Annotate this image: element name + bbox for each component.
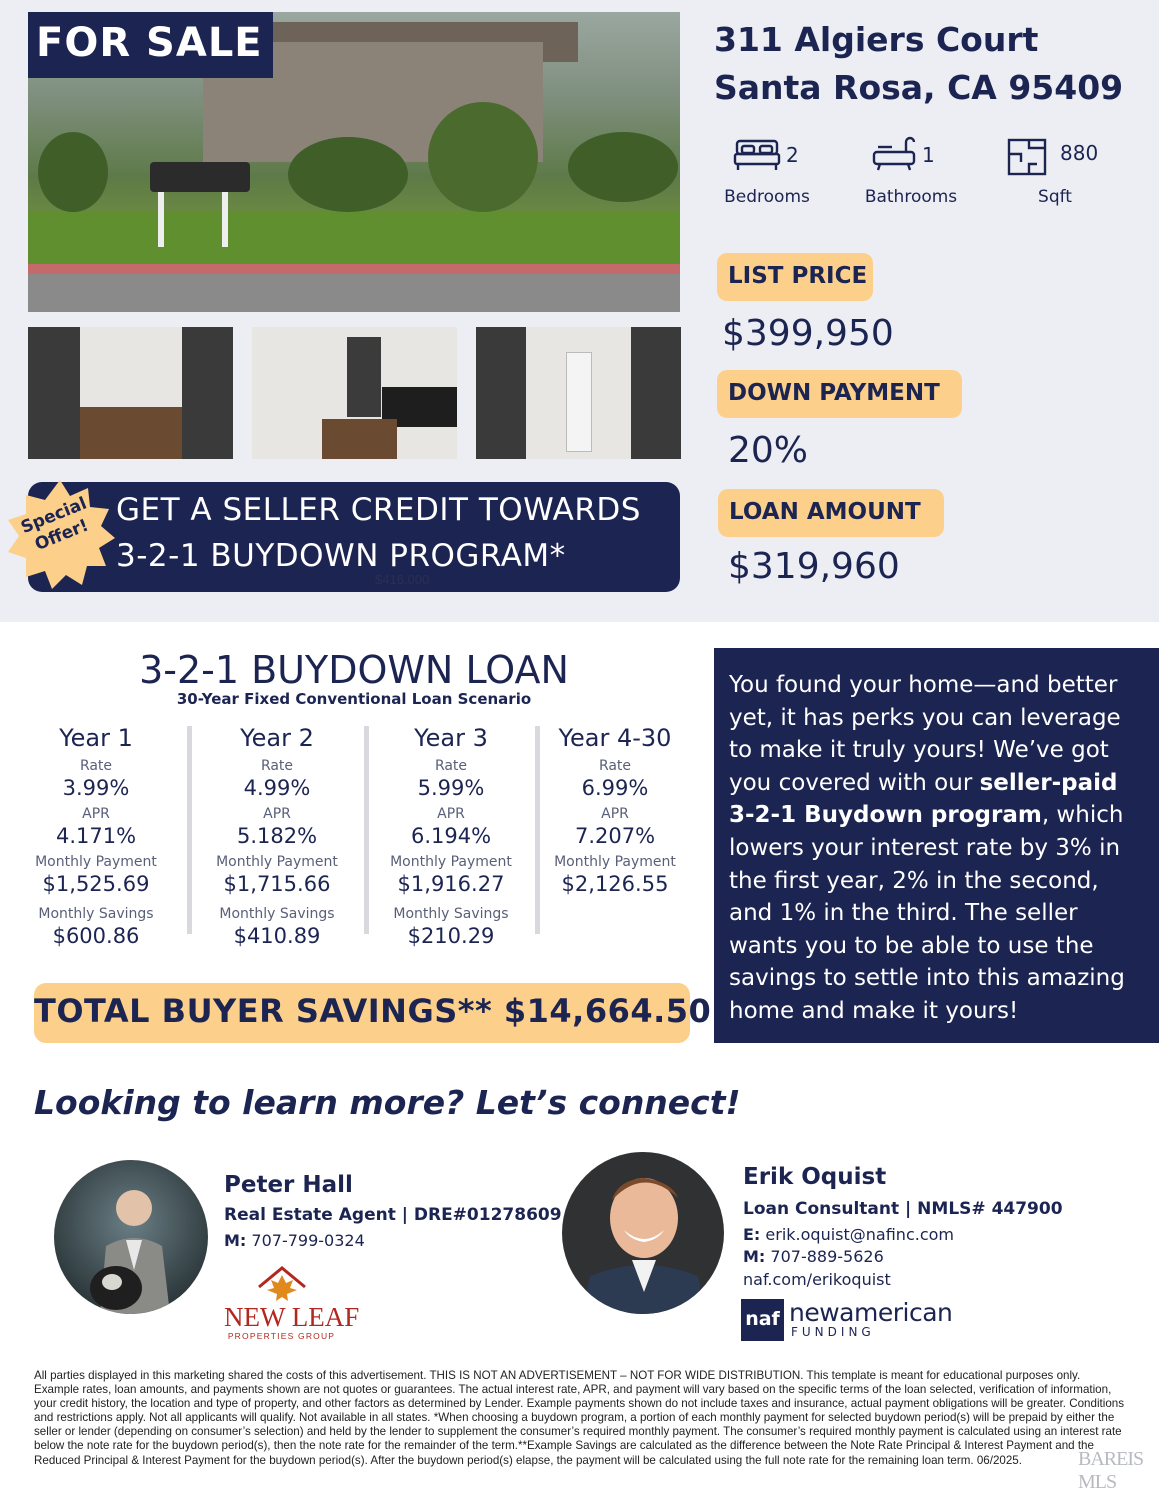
payment-label: Monthly Payment — [35, 854, 157, 870]
for-sale-badge: FOR SALE — [28, 12, 273, 78]
payment-label: Monthly Payment — [216, 854, 338, 870]
connect-heading: Looking to learn more? Let’s connect! — [34, 1083, 741, 1122]
bedrooms-value: 2 — [786, 143, 799, 167]
bedrooms-label: Bedrooms — [724, 187, 810, 207]
floorplan-icon — [1007, 138, 1047, 176]
savings-label: Monthly Savings — [219, 906, 335, 922]
savings-value: $210.29 — [407, 924, 495, 948]
naf-logo-sub: FUNDING — [791, 1325, 875, 1339]
offer-overlap-note: $416,000 — [375, 572, 430, 587]
loan-officer-name: Erik Oquist — [743, 1164, 887, 1190]
savings-label: Monthly Savings — [393, 906, 509, 922]
loan-officer-title: Loan Consultant | NMLS# 447900 — [743, 1199, 1063, 1219]
agent-phone-row — [224, 1231, 365, 1250]
rate-label: Rate — [79, 758, 113, 774]
apr-label: APR — [82, 806, 110, 822]
payment-value: $1,525.69 — [42, 872, 150, 896]
year-label: Year 4-30 — [558, 724, 672, 752]
savings-label: Monthly Savings — [38, 906, 154, 922]
loan-amount-value: $319,960 — [728, 546, 900, 587]
year-3-column — [365, 724, 537, 954]
address-line-1: 311 Algiers Court — [714, 20, 1039, 59]
loan-amount-label: LOAN AMOUNT — [718, 489, 944, 537]
bathtub-icon — [872, 136, 918, 172]
offer-line-1: GET A SELLER CREDIT TOWARDS — [116, 492, 641, 528]
bathrooms-value: 1 — [922, 143, 935, 167]
new-leaf-logo: NEW LEAF — [224, 1302, 360, 1332]
apr-value: 5.182% — [236, 824, 318, 848]
year-2-column — [191, 724, 363, 954]
mls-watermark: BAREIS MLS — [1078, 1448, 1144, 1493]
bed-icon — [733, 138, 781, 172]
savings-value: $410.89 — [233, 924, 321, 948]
payment-value: $2,126.55 — [561, 872, 669, 896]
down-payment-value: 20% — [728, 430, 809, 471]
promo-text-bold: seller-paid 3-2-1 Buydown program — [729, 769, 1118, 829]
savings-value: $600.86 — [52, 924, 140, 948]
agent-avatar — [54, 1160, 208, 1314]
naf-logo-wordmark: newamerican — [789, 1298, 953, 1327]
year-4-30-column — [529, 724, 701, 902]
down-payment-label: DOWN PAYMENT — [717, 370, 962, 418]
agent-title: Real Estate Agent | DRE#01278609 — [224, 1205, 562, 1225]
payment-label: Monthly Payment — [554, 854, 676, 870]
apr-label: APR — [437, 806, 465, 822]
loan-officer-website[interactable]: naf.com/erikoquist — [743, 1270, 891, 1289]
legal-disclaimer: All parties displayed in this marketing shared the costs of this advertisement. THIS IS NOT AN ADVERTISEMENT – NOT FOR WIDE DISTRIBUTION. This template is meant for educational purposes only. Example rates, loan amounts, and payments shown are not quotes or guarantees. The actual interest rate, APR, and payment will vary based on the specific terms of the loan selected, verification of information, your credit history, the location and type of property, and other factors as determined by Lender. Example payments shown do not include taxes and insurance, actual payment obligations will be greater. Conditions and restrictions apply. Not all applicants will qualify. Not available in all states. *When choosing a buydown program, a portion of each monthly payment for selected buydown period(s) will be prepaid by either the seller or lender (depending on consumer’s selection) and held by the lender to supplement the consumer’s required monthly payment. The consumer’s required monthly payment is calculated using an interest rate below the note rate for the buydown period(s), then the note rate for the remainder of the term.**Example Savings are calculated as the difference between the Note Rate Principal & Interest Payment and the Reduced Principal & Interest Payment for the buydown period(s). After the buydown period(s) elapse, the payment will be calculated using the full note rate for the remaining loan term. 06/2025. — [34, 1369, 1125, 1467]
payment-value: $1,715.66 — [223, 872, 331, 896]
sqft-value: 880 — [1060, 141, 1099, 165]
loan-officer-phone: 707-889-5626 — [770, 1247, 884, 1266]
thumb-kitchen — [252, 327, 457, 459]
rate-value: 4.99% — [243, 776, 311, 800]
year-label: Year 2 — [240, 724, 314, 752]
year-label: Year 3 — [414, 724, 488, 752]
agent-phone: 707-799-0324 — [251, 1231, 365, 1250]
apr-label: APR — [263, 806, 291, 822]
payment-label: Monthly Payment — [390, 854, 512, 870]
naf-logo-mark: naf — [741, 1299, 784, 1341]
rate-label: Rate — [598, 758, 632, 774]
promo-panel — [714, 648, 1159, 1043]
rate-value: 6.99% — [581, 776, 649, 800]
apr-value: 4.171% — [55, 824, 137, 848]
apr-value: 7.207% — [574, 824, 656, 848]
sqft-label: Sqft — [1038, 187, 1072, 207]
rate-label: Rate — [260, 758, 294, 774]
thumb-laundry — [476, 327, 681, 459]
loan-officer-email[interactable]: erik.oquist@nafinc.com — [765, 1225, 954, 1244]
special-offer-label: Special Offer! — [18, 493, 92, 556]
hero-photo — [28, 12, 680, 312]
buydown-title: 3-2-1 BUYDOWN LOAN — [139, 648, 569, 692]
buydown-subtitle: 30-Year Fixed Conventional Loan Scenario — [176, 690, 532, 708]
loan-officer-avatar — [562, 1152, 724, 1314]
phone-label: M: — [743, 1247, 766, 1266]
email-label: E: — [743, 1225, 761, 1244]
rate-value: 5.99% — [417, 776, 485, 800]
loan-officer-phone-row — [743, 1247, 884, 1266]
agent-name: Peter Hall — [224, 1172, 353, 1198]
list-price-label: LIST PRICE — [717, 253, 873, 301]
address-line-2: Santa Rosa, CA 95409 — [714, 68, 1124, 107]
payment-value: $1,916.27 — [397, 872, 505, 896]
thumb-living-room — [28, 327, 233, 459]
year-label: Year 1 — [59, 724, 133, 752]
promo-text-2: , which lowers your interest rate by 3% in the first year, 2% in the second, and 1% in the third. The seller wants you to be able to use the savings to settle into this amazing home and make it yours! — [729, 802, 1125, 1024]
agent-phone-label: M: — [224, 1231, 247, 1250]
apr-label: APR — [601, 806, 629, 822]
offer-line-2: 3-2-1 BUYDOWN PROGRAM* — [116, 538, 566, 574]
loan-officer-email-row — [743, 1225, 954, 1244]
rate-value: 3.99% — [62, 776, 130, 800]
maple-leaf-house-icon — [255, 1265, 309, 1305]
new-leaf-logo-sub: PROPERTIES GROUP — [227, 1331, 336, 1341]
rate-label: Rate — [434, 758, 468, 774]
year-1-column — [10, 724, 182, 954]
list-price-value: $399,950 — [722, 313, 894, 354]
apr-value: 6.194% — [410, 824, 492, 848]
total-buyer-savings: TOTAL BUYER SAVINGS** $14,664.50 — [34, 983, 690, 1043]
bathrooms-label: Bathrooms — [864, 187, 958, 207]
promo-text-1: You found your home—and better yet, it has perks you can leverage to make it truly yours! We’ve got you covered with our — [729, 672, 1121, 796]
